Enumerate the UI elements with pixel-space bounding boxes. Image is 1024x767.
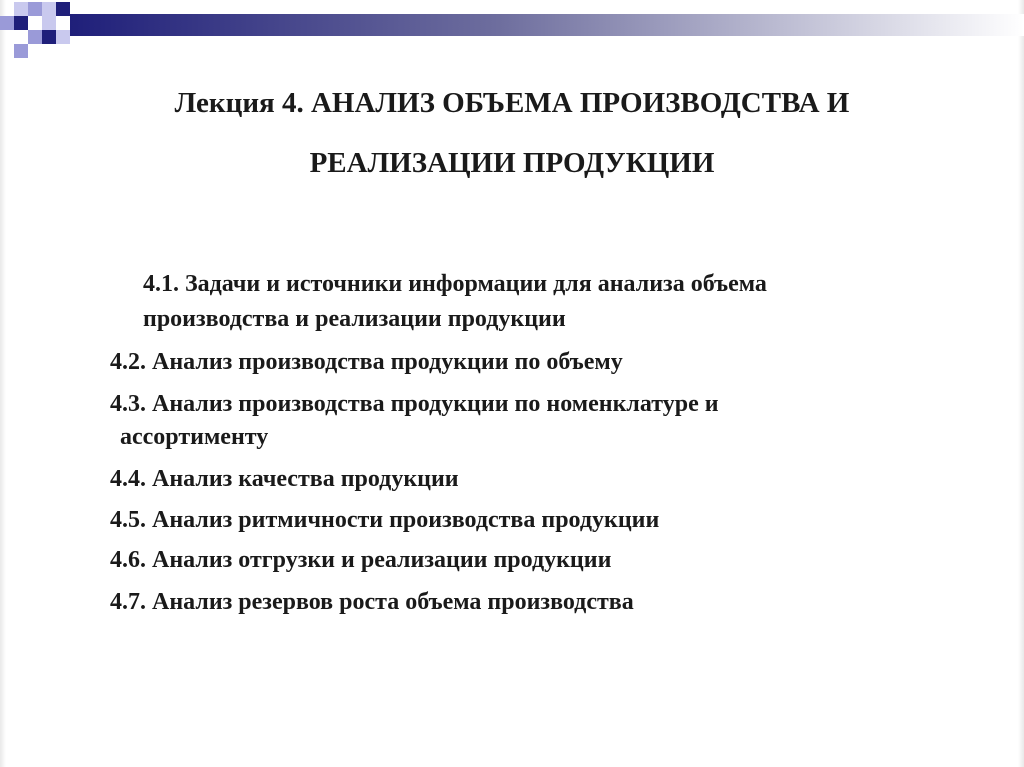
slide-title-line-1: Лекция 4. АНАЛИЗ ОБЪЕМА ПРОИЗВОДСТВА И <box>174 87 850 120</box>
slide-title-line-2: РЕАЛИЗАЦИИ ПРОДУКЦИИ <box>309 147 715 180</box>
outline-item-4-3-line-1: 4.3. Анализ производства продукции по номенклатуре и <box>110 391 719 417</box>
outline-item-4-4: 4.4. Анализ качества продукции <box>110 466 459 492</box>
outline-item-4-3-line-2: ассортименту <box>120 424 269 450</box>
outline-item-4-5: 4.5. Анализ ритмичности производства продукции <box>110 507 660 533</box>
outline-item-4-1-line-1: 4.1. Задачи и источники информации для анализа объема <box>143 271 767 297</box>
outline-item-4-2: 4.2. Анализ производства продукции по объему <box>110 349 623 375</box>
outline-item-4-7: 4.7. Анализ резервов роста объема производства <box>110 589 634 615</box>
outline-item-4-1-line-2: производства и реализации продукции <box>143 306 566 332</box>
outline-item-4-6: 4.6. Анализ отгрузки и реализации продукции <box>110 547 612 573</box>
